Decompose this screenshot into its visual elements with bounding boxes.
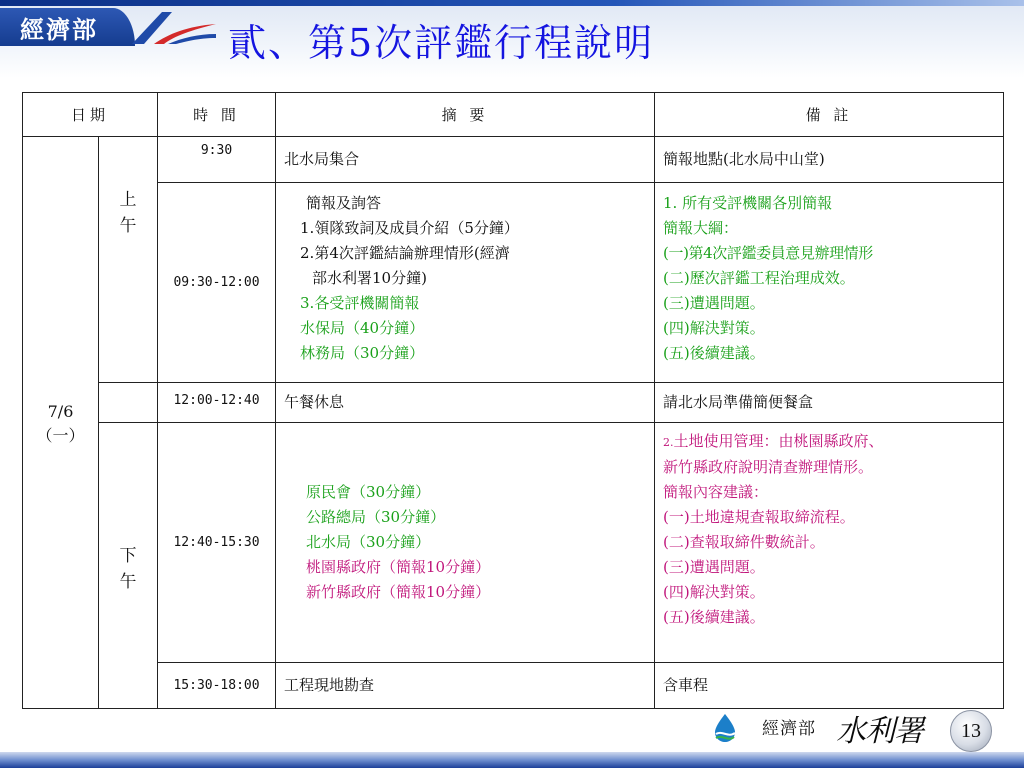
note-cell	[655, 423, 1004, 663]
summary-line: 新竹縣政府（簡報10分鐘）	[306, 583, 491, 601]
note-line: (二)查報取締件數統計。	[663, 533, 825, 551]
note-cell	[655, 183, 1004, 383]
note-line: 含車程	[663, 676, 709, 694]
note-line	[663, 429, 995, 455]
summary-line: 林務局（30分鐘）	[300, 344, 425, 362]
time-cell: 09:30-12:00	[158, 183, 276, 383]
summary-line: 2.第4次評鑑結論辦理情形(經濟	[300, 244, 510, 262]
column-header-summary: 摘 要	[276, 93, 655, 137]
date-cell	[23, 137, 99, 709]
footer-brand-logo: 水利署	[836, 714, 923, 749]
summary-line: 簡報及詢答	[306, 194, 382, 212]
note-line: 請北水局準備簡便餐盒	[663, 393, 814, 411]
column-header-time: 時 間	[158, 93, 276, 137]
table-row	[23, 183, 1004, 383]
summary-line: 北水局（30分鐘）	[306, 533, 431, 551]
note-line: (二)歷次評鑑工程治理成效。	[663, 269, 855, 287]
slide-title: 貳、第5次評鑑行程說明	[228, 21, 655, 65]
pm-label-char-2: 午	[119, 572, 137, 592]
pm-label-char-1: 下	[119, 546, 137, 566]
summary-line: 原民會（30分鐘）	[306, 483, 431, 501]
note-number: 2.	[663, 436, 674, 449]
note-line: 簡報地點(北水局中山堂)	[663, 150, 825, 168]
date-value: 7/6	[47, 401, 74, 421]
summary-line: 工程現地勘查	[284, 676, 375, 694]
note-line: (一)土地違規查報取締流程。	[663, 508, 855, 526]
note-line: (三)遭遇問題。	[663, 558, 765, 576]
page-number: 13	[961, 719, 981, 742]
table-row	[23, 663, 1004, 709]
note-line: (五)後續建議。	[663, 344, 765, 362]
ministry-logo-text: 經濟部	[20, 15, 98, 44]
note-line: (四)解決對策。	[663, 583, 765, 601]
table-row	[23, 137, 1004, 183]
note-line: (三)遭遇問題。	[663, 294, 765, 312]
summary-cell	[276, 183, 655, 383]
ministry-logo	[0, 8, 135, 46]
note-line: 簡報內容建議：	[663, 483, 769, 501]
summary-cell	[276, 137, 655, 183]
time-cell: 12:40-15:30	[158, 423, 276, 663]
column-header-date: 日期	[23, 93, 158, 137]
time-cell: 9:30	[158, 137, 276, 183]
date-weekday: （一）	[36, 425, 85, 445]
note-cell	[655, 663, 1004, 709]
note-cell	[655, 137, 1004, 183]
am-label-char-1: 上	[119, 190, 137, 210]
summary-cell	[276, 383, 655, 423]
note-line-text: 土地使用管理：由桃園縣政府、	[673, 432, 884, 450]
summary-cell	[276, 423, 655, 663]
midday-blank-cell	[99, 383, 158, 423]
summary-line: 1.領隊致詞及成員介紹（5分鐘）	[300, 219, 519, 237]
am-label-cell	[99, 137, 158, 383]
table-header-row	[23, 93, 1004, 137]
note-line: (四)解決對策。	[663, 319, 765, 337]
summary-line: 公路總局（30分鐘）	[306, 508, 446, 526]
note-line: (五)後續建議。	[663, 608, 765, 626]
footer-org-name: 經濟部	[762, 719, 816, 739]
summary-line: 桃園縣政府（簡報10分鐘）	[306, 558, 491, 576]
logo-swoosh-icon	[128, 4, 218, 48]
note-line: 1. 所有受評機關各別簡報	[663, 194, 833, 212]
time-cell: 15:30-18:00	[158, 663, 276, 709]
note-line: 新竹縣政府說明清查辦理情形。	[663, 458, 874, 476]
column-header-note: 備 註	[655, 93, 1004, 137]
table-row	[23, 423, 1004, 663]
summary-line: 午餐休息	[284, 393, 345, 411]
page-number-badge	[950, 710, 992, 752]
summary-line: 部水利署10分鐘)	[312, 269, 427, 287]
summary-cell	[276, 663, 655, 709]
summary-line: 北水局集合	[284, 150, 360, 168]
pm-label-cell	[99, 423, 158, 709]
note-line: (一)第4次評鑑委員意見辦理情形	[663, 244, 873, 262]
bottom-accent-bar	[0, 752, 1024, 768]
summary-line: 3.各受評機關簡報	[300, 294, 420, 312]
note-line: 簡報大綱：	[663, 219, 739, 237]
time-cell: 12:00-12:40	[158, 383, 276, 423]
schedule-table	[22, 92, 1004, 709]
am-label-char-2: 午	[119, 216, 137, 236]
summary-line: 水保局（40分鐘）	[300, 319, 425, 337]
water-drop-icon	[710, 712, 740, 744]
note-cell	[655, 383, 1004, 423]
table-row	[23, 383, 1004, 423]
